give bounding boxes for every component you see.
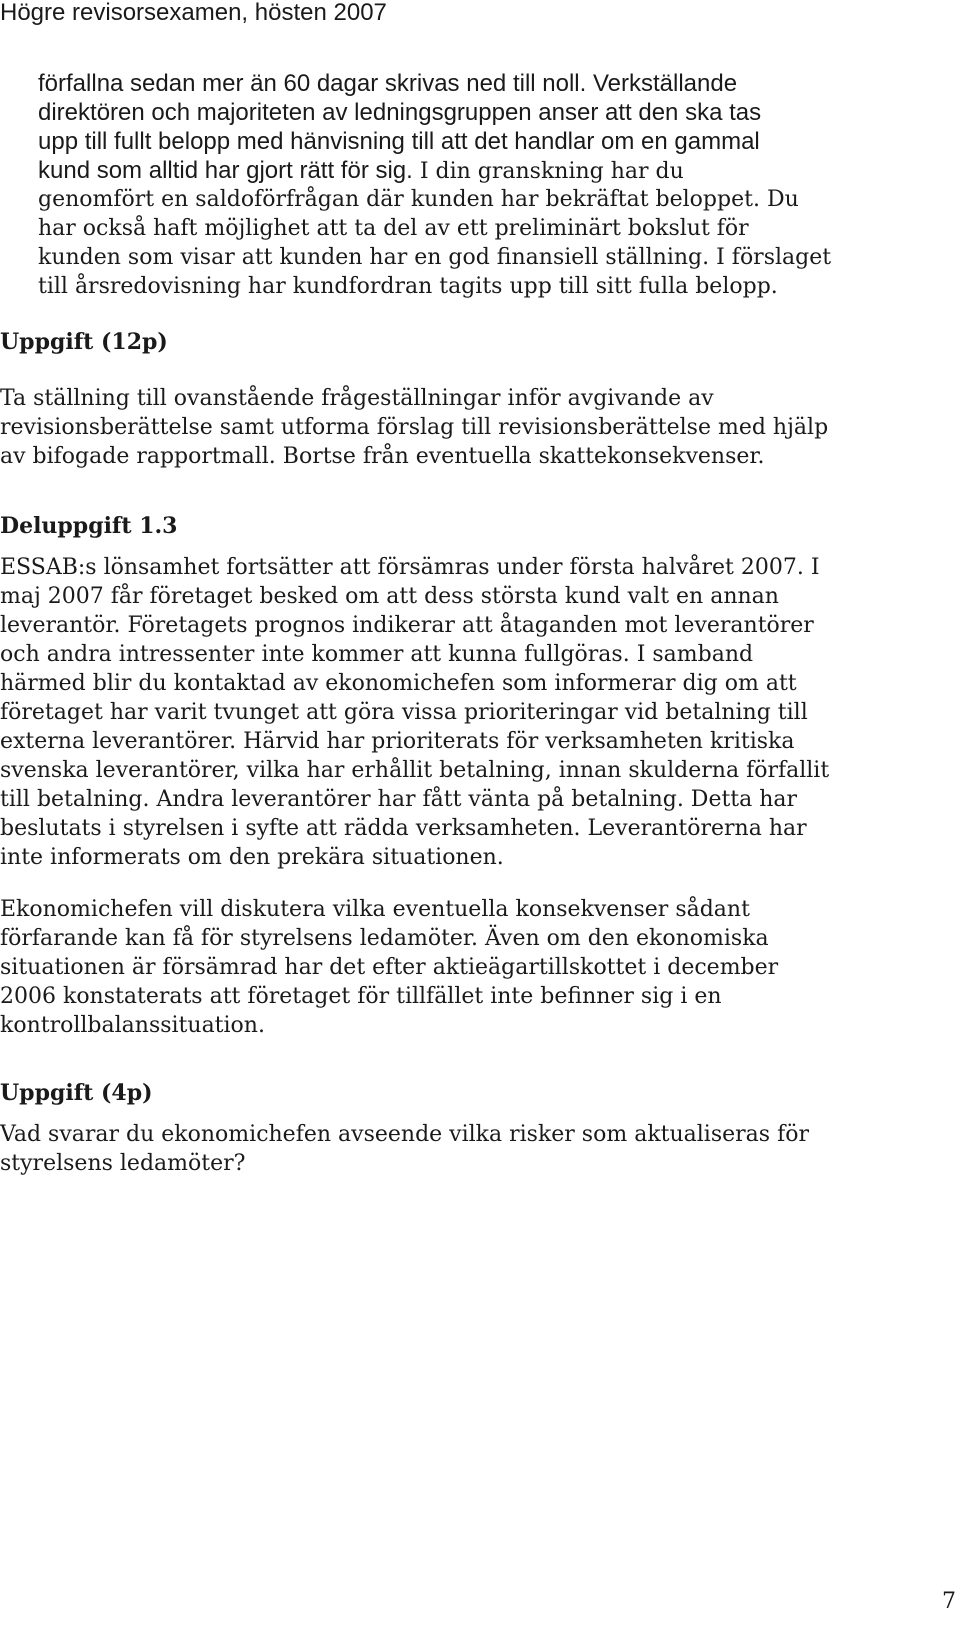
task-2-heading: Uppgift (4p) xyxy=(0,1080,153,1106)
intro-paragraph xyxy=(38,69,938,301)
text-line: leverantör. Företagets prognos indikerar att åtaganden mot leverantörer xyxy=(0,613,814,638)
text-run: I din granskning har du xyxy=(412,159,684,184)
text-line: inte informerats om den prekära situationen. xyxy=(0,845,504,870)
text-line: kunden som visar att kunden har en god finansiell ställning. I förslaget xyxy=(38,245,832,270)
text-line: Ta ställning till ovanstående frågeställningar inför avgivande av xyxy=(0,386,714,411)
task-2-text xyxy=(0,1120,958,1178)
page-header: Högre revisorsexamen, hösten 2007 xyxy=(0,0,387,26)
text-line: beslutats i styrelsen i syfte att rädda verksamheten. Leverantörerna har xyxy=(0,816,807,841)
text-run: kund som alltid har gjort rätt för sig. xyxy=(38,157,413,184)
text-line: externa leverantörer. Härvid har prioriterats för verksamheten kritiska xyxy=(0,729,795,754)
text-line: Ekonomichefen vill diskutera vilka eventuella konsekvenser sådant xyxy=(0,897,750,922)
subtask-heading: Deluppgift 1.3 xyxy=(0,513,178,539)
text-line: till årsredovisning har kundfordran tagits upp till sitt fulla belopp. xyxy=(38,274,778,299)
text-line xyxy=(38,156,938,185)
text-line: av bifogade rapportmall. Bortse från eventuella skattekonsekvenser. xyxy=(0,444,765,469)
text-line: maj 2007 får företaget besked om att dess största kund valt en annan xyxy=(0,584,779,609)
text-line: svenska leverantörer, vilka har erhållit betalning, innan skulderna förfallit xyxy=(0,758,830,783)
text-line: förfallna sedan mer än 60 dagar skrivas ned till noll. Verkställande xyxy=(38,70,738,97)
task-1-heading: Uppgift (12p) xyxy=(0,329,168,355)
text-line: och andra intressenter inte kommer att kunna fullgöras. I samband xyxy=(0,642,754,667)
subtask-paragraph-1 xyxy=(0,553,958,872)
text-line: styrelsens ledamöter? xyxy=(0,1151,246,1176)
text-line: härmed blir du kontaktad av ekonomichefen som informerar dig om att xyxy=(0,671,797,696)
text-line: revisionsberättelse samt utforma förslag till revisionsberättelse med hjälp xyxy=(0,415,829,440)
text-line: upp till fullt belopp med hänvisning till att det handlar om en gammal xyxy=(38,128,760,155)
text-line: 2006 konstaterats att företaget för tillfället inte befinner sig i en xyxy=(0,984,722,1009)
text-line: Vad svarar du ekonomichefen avseende vilka risker som aktualiseras för xyxy=(0,1122,809,1147)
text-line: situationen är försämrad har det efter aktieägartillskottet i december xyxy=(0,955,779,980)
text-line: företaget har varit tvunget att göra vissa prioriteringar vid betalning till xyxy=(0,700,808,725)
text-line: kontrollbalanssituation. xyxy=(0,1013,265,1038)
page-number: 7 xyxy=(942,1589,956,1614)
text-line: ESSAB:s lönsamhet fortsätter att försämras under första halvåret 2007. I xyxy=(0,555,820,580)
text-line: genomfört en saldoförfrågan där kunden har bekräftat beloppet. Du xyxy=(38,187,799,212)
text-line: till betalning. Andra leverantörer har fått vänta på betalning. Detta har xyxy=(0,787,798,812)
text-line: förfarande kan få för styrelsens ledamöter. Även om den ekonomiska xyxy=(0,926,769,951)
text-line: direktören och majoriteten av ledningsgruppen anser att den ska tas xyxy=(38,99,762,126)
subtask-paragraph-2 xyxy=(0,895,958,1040)
task-1-text xyxy=(0,384,958,471)
text-line: har också haft möjlighet att ta del av ett preliminärt bokslut för xyxy=(38,216,749,241)
